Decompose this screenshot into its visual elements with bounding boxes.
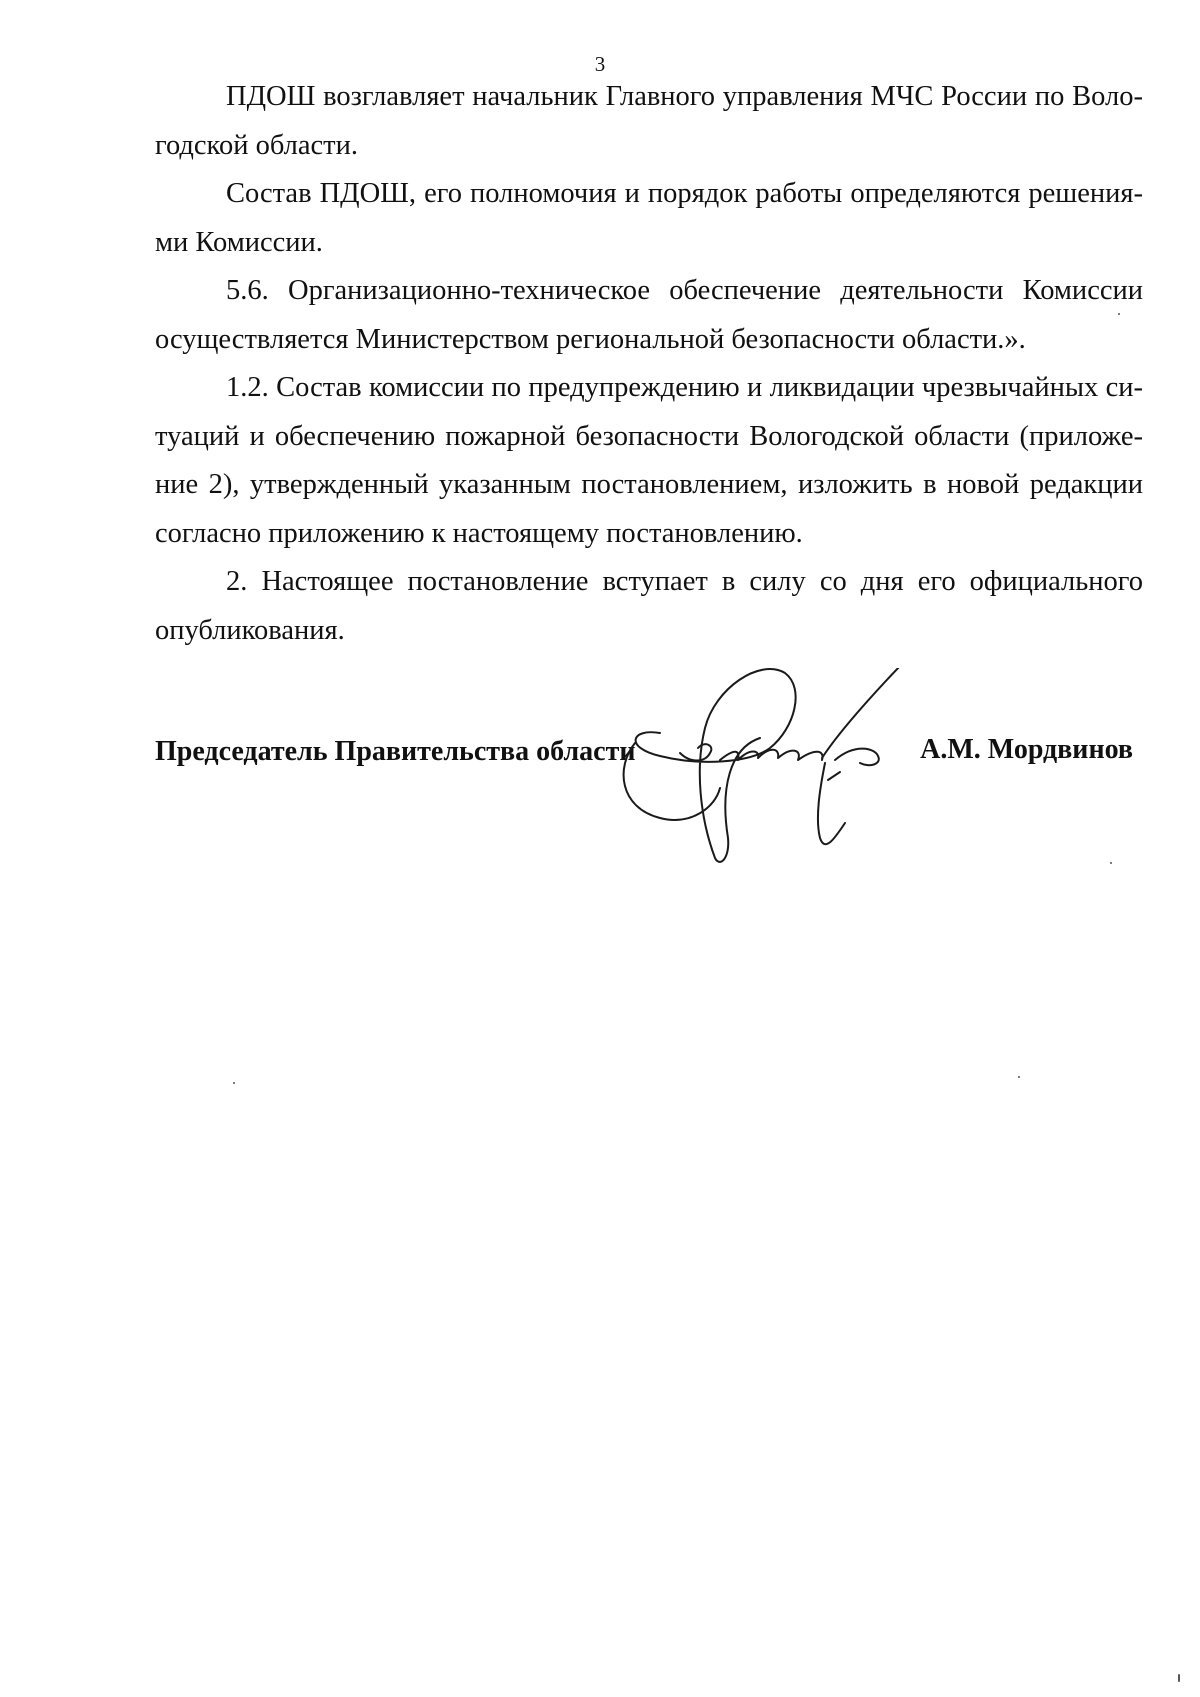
page-number: 3 [594,52,606,76]
scan-speck [1018,1076,1020,1078]
paragraph-pdosh-composition: Состав ПДОШ, его полномочия и порядок работы определяются решениями Комиссии. [155,178,1143,258]
signatory-title: Председатель Правительства области [155,736,636,767]
document-body [155,73,1143,655]
scan-speck [233,1082,235,1084]
paragraph-2: 2. Настоящее постановление вступает в силу со дня его официального опубликования. [155,566,1143,646]
signatory-name: А.М. Мордвинов [920,734,1133,765]
scan-speck [1178,1674,1180,1682]
paragraph-5-6: 5.6. Организационно-техническое обеспечение деятельности Комиссии осуществляется Министерством региональной безопасности области.». [155,275,1143,355]
paragraph-pdosh-head: ПДОШ возглавляет начальник Главного управления МЧС России по Вологодской области. [155,81,1143,161]
scan-speck [1118,313,1120,315]
handwritten-signature [620,668,950,868]
scan-speck [1110,862,1112,864]
paragraph-1-2: 1.2. Состав комиссии по предупреждению и ликвидации чрезвычайных ситуаций и обеспечению пожарной безопасности Вологодской области (приложение 2), утвержденный указанным постановлением, изложить в новой редакции согласно приложению к настоящему постановлению. [155,372,1143,549]
